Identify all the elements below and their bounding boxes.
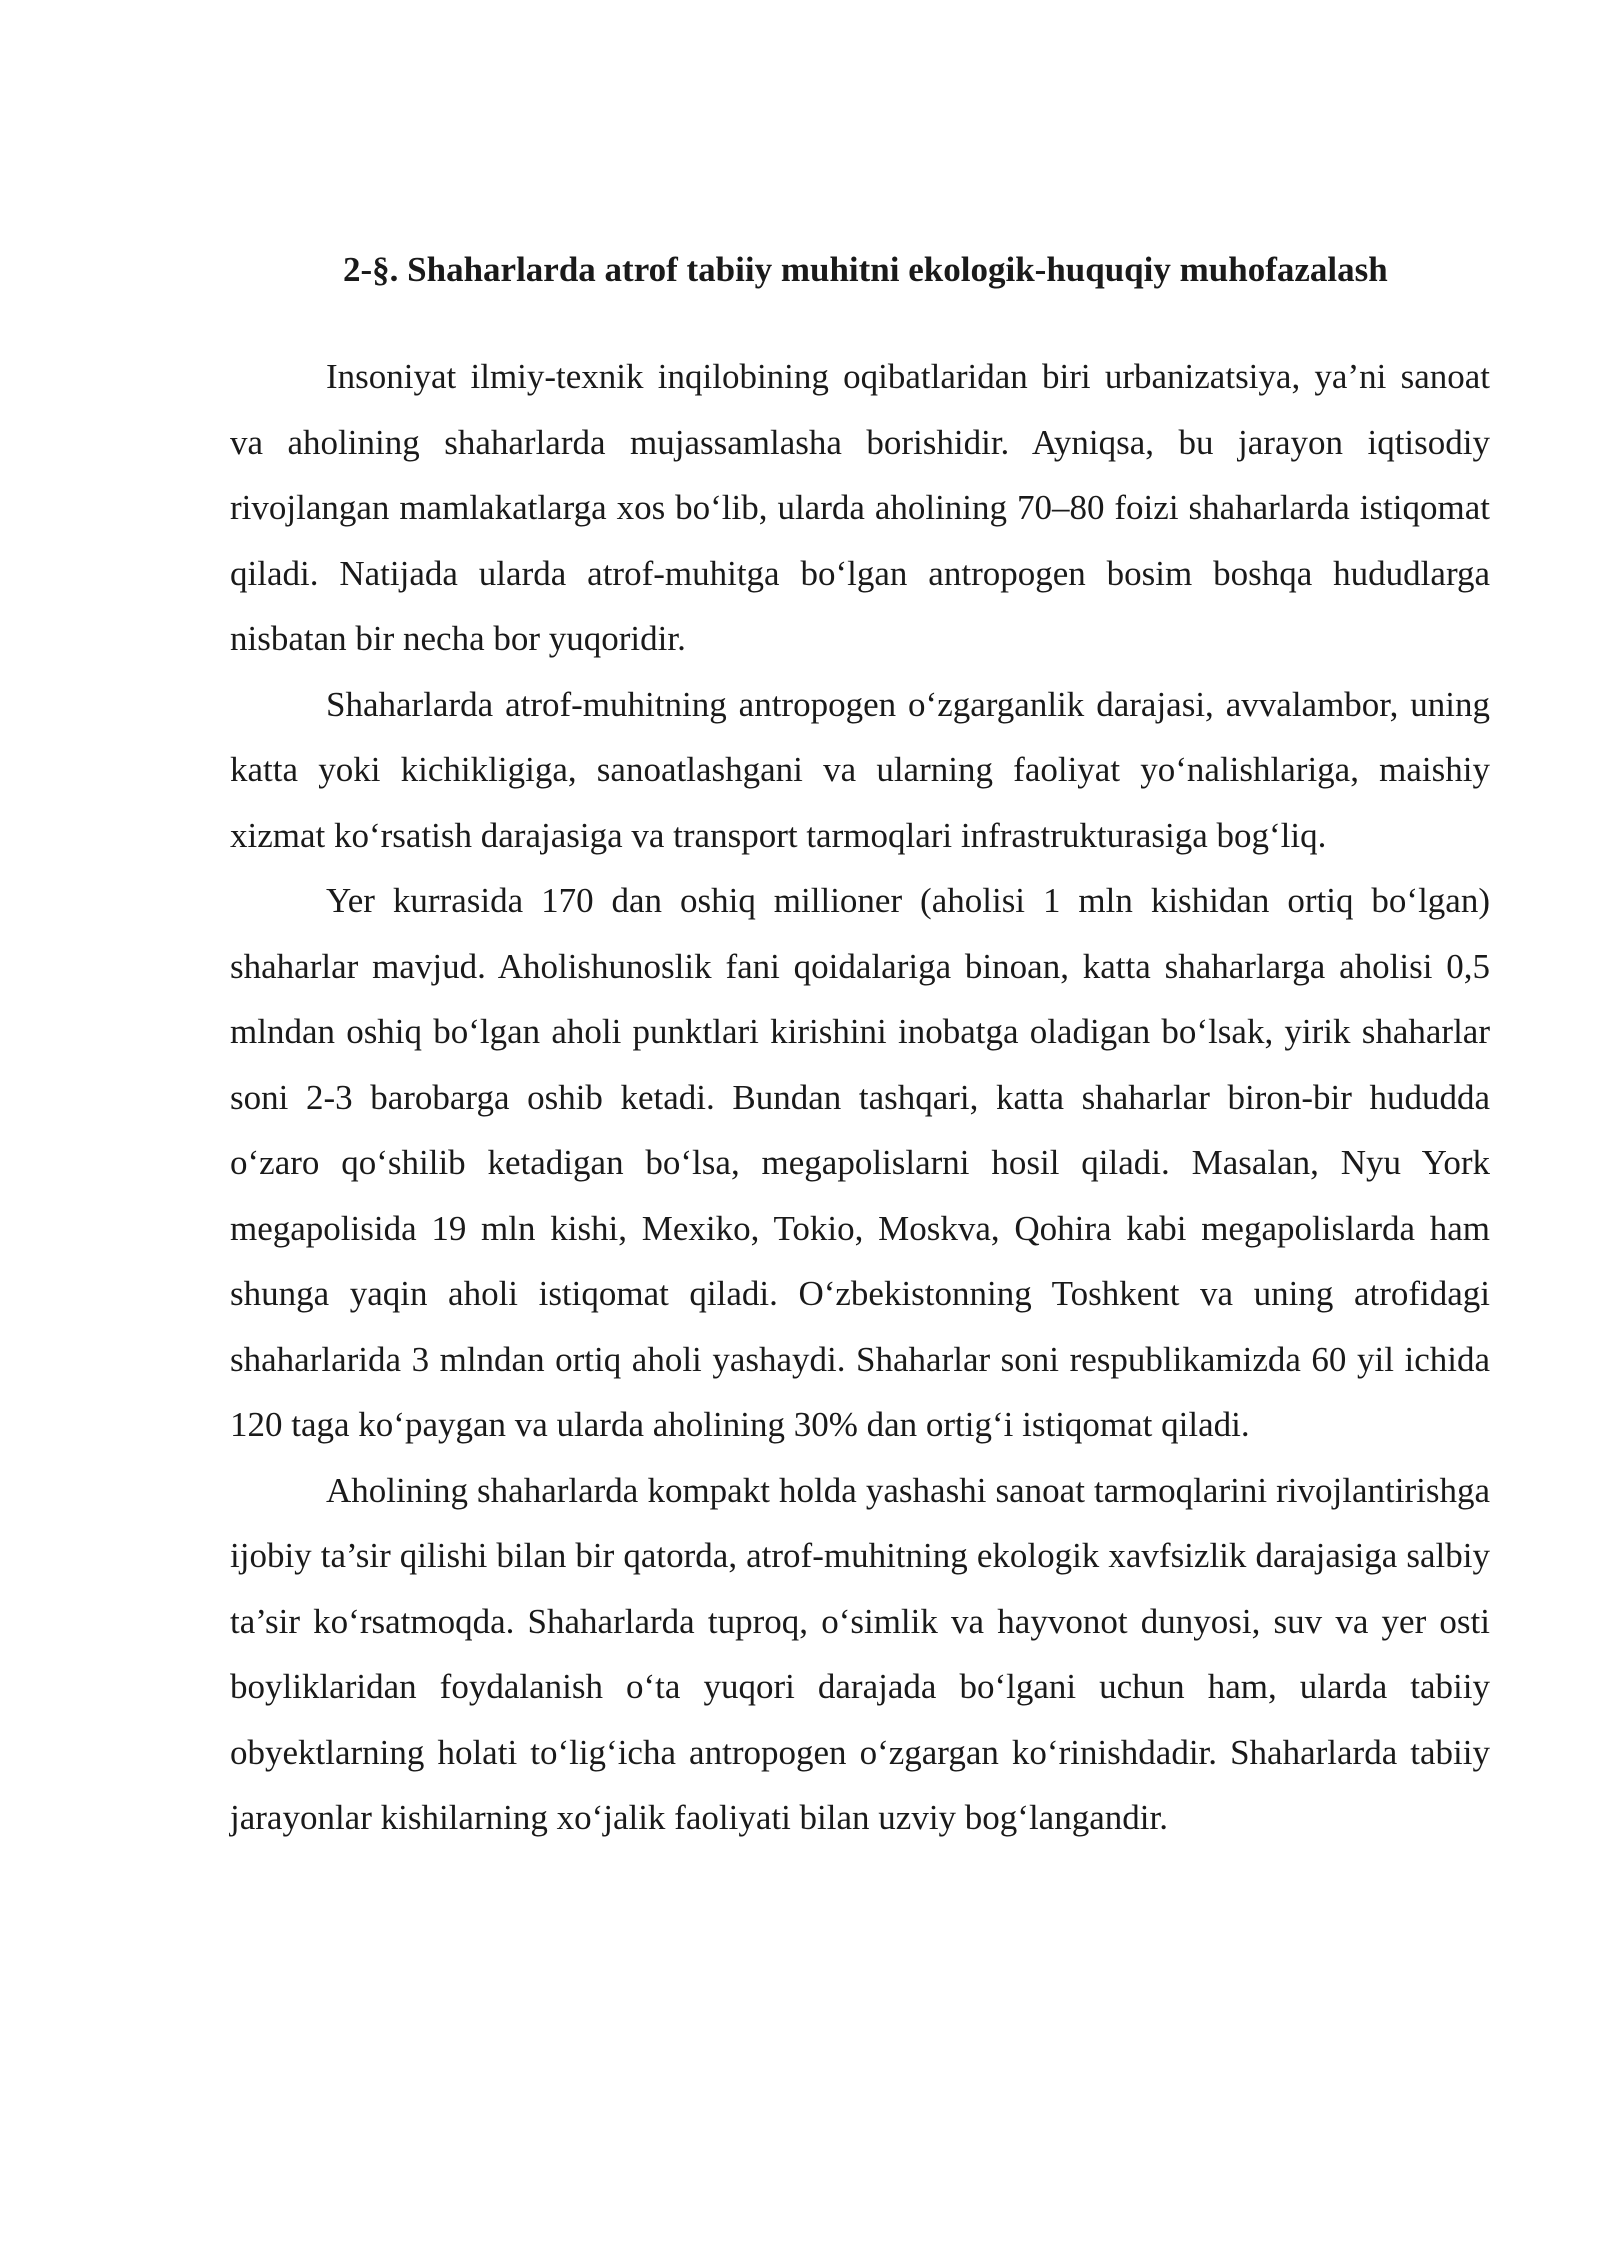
paragraph-4: Aholining shaharlarda kompakt holda yashashi sanoat tarmoqlarini rivojlantirishga ijobiy ta’sir qilishi bilan bir qatorda, atrof-muhitning ekologik xavfsizlik darajasiga salbiy ta’sir ko‘rsatmoqda. Shaharlarda tuproq, o‘simlik va hayvonot dunyosi, suv va yer osti boyliklaridan foydalanish o‘ta yuqori darajada bo‘lgani uchun ham, ularda tabiiy obyektlarning holati to‘lig‘icha antropogen o‘zgargan ko‘rinishdadir. Shaharlarda tabiiy jarayonlar kishilarning xo‘jalik faoliyati bilan uzviy bog‘langandir.: [230, 1470, 1490, 1837]
paragraph-2: Shaharlarda atrof-muhitning antropogen o‘zgarganlik darajasi, avvalambor, uning katta yoki kichikligiga, sanoatlashgani va ularning faoliyat yo‘nalishlariga, maishiy xizmat ko‘rsatish darajasiga va transport tarmoqlari infrastrukturasiga bog‘liq.: [230, 684, 1490, 855]
document-body: [230, 344, 1490, 1851]
paragraph-1: Insoniyat ilmiy-texnik inqilobining oqibatlaridan biri urbanizatsiya, ya’ni sanoat va aholining shaharlarda mujassamlasha borishidir. Ayniqsa, bu jarayon iqtisodiy rivojlangan mamlakatlarga xos bo‘lib, ularda aholining 70–80 foizi shaharlarda istiqomat qiladi. Natijada ularda atrof-muhitga bo‘lgan antropogen bosim boshqa hududlarga nisbatan bir necha bor yuqoridir.: [230, 357, 1490, 658]
paragraph-3: Yer kurrasida 170 dan oshiq millioner (aholisi 1 mln kishidan ortiq bo‘lgan) shaharlar mavjud. Aholishunoslik fani qoidalariga binoan, katta shaharlarga aholisi 0,5 mlndan oshiq bo‘lgan aholi punktlari kirishini inobatga oladigan bo‘lsak, yirik shaharlar soni 2-3 barobarga oshib ketadi. Bundan tashqari, katta shaharlar biron-bir hududda o‘zaro qo‘shilib ketadigan bo‘lsa, megapolislarni hosil qiladi. Masalan, Nyu York megapolisida 19 mln kishi, Mexiko, Tokio, Moskva, Qohira kabi megapolislarda ham shunga yaqin aholi istiqomat qiladi. O‘zbekistonning Toshkent va uning atrofidagi shaharlarida 3 mlndan ortiq aholi yashaydi. Shaharlar soni respublikamizda 60 yil ichida 120 taga ko‘paygan va ularda aholining 30% dan ortig‘i istiqomat qiladi.: [230, 881, 1490, 1444]
section-heading: 2-§. Shaharlarda atrof tabiiy muhitni ekologik-huquqiy muhofazalash: [343, 250, 1388, 290]
